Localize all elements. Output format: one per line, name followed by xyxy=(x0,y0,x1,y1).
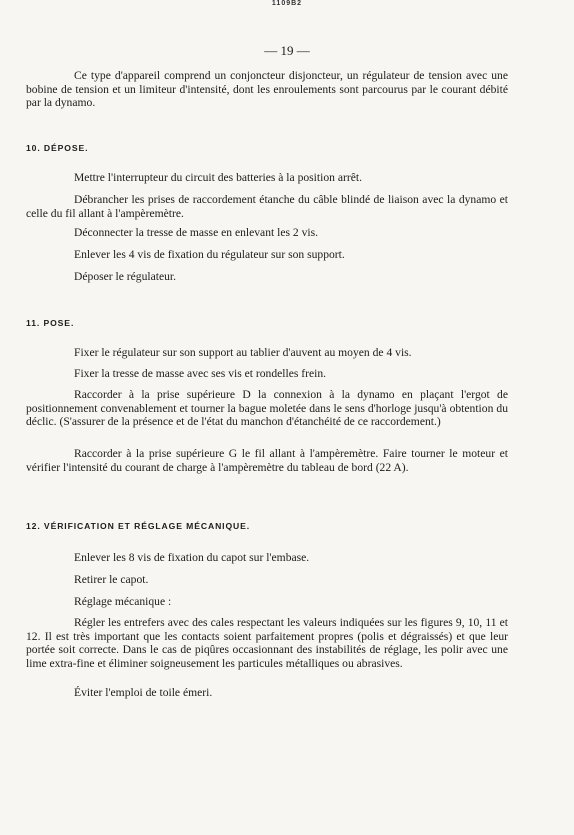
verification-step-5: Éviter l'emploi de toile émeri. xyxy=(74,686,213,699)
document-reference: 1109B2 xyxy=(271,0,303,7)
intro-paragraph: Ce type d'appareil comprend un conjoncteur disjoncteur, un régulateur de tension avec une bobine de tension et un limiteur d'intensité, dont les enroulements sont parcourus par le courant débité par la dynamo. xyxy=(26,69,508,109)
verification-step-4: Régler les entrefers avec des cales respectant les valeurs indiquées sur les figures 9, 10, 11 et 12. Il est très important que les contacts soient parfaitement propres (polis et dégraissés) et que leur portée soit correcte. Dans le cas de piqûres occasionnant des instabilités de réglage, les polir avec une lime extra-fine et éliminer soigneusement les particules métalliques ou abrasives. xyxy=(26,616,508,670)
depose-step-4: Enlever les 4 vis de fixation du régulateur sur son support. xyxy=(74,248,345,261)
pose-step-1: Fixer le régulateur sur son support au tablier d'auvent au moyen de 4 vis. xyxy=(74,346,412,359)
page-number: — 19 — xyxy=(264,43,310,58)
verification-step-2: Retirer le capot. xyxy=(74,573,149,586)
section-heading-verification: 12. VÉRIFICATION ET RÉGLAGE MÉCANIQUE. xyxy=(26,521,251,531)
depose-step-3: Déconnecter la tresse de masse en enlevant les 2 vis. xyxy=(74,226,319,239)
depose-step-5: Déposer le régulateur. xyxy=(74,270,177,283)
depose-step-1: Mettre l'interrupteur du circuit des batteries à la position arrêt. xyxy=(74,171,362,184)
verification-step-1: Enlever les 8 vis de fixation du capot sur l'embase. xyxy=(74,551,310,564)
pose-step-4: Raccorder à la prise supérieure G le fil allant à l'ampèremètre. Faire tourner le moteur et vérifier l'intensité du courant de charge à l'ampèremètre du tableau de bord (22 A). xyxy=(26,447,508,474)
section-heading-pose: 11. POSE. xyxy=(26,318,75,328)
pose-step-3: Raccorder à la prise supérieure D la connexion à la dynamo en plaçant l'ergot de positionnement convenablement et tourner la bague moletée dans le sens d'horloge jusqu'à obtention du déclic. (S'assurer de la présence et de l'état du manchon d'étanchéité de ce raccordement.) xyxy=(26,388,508,428)
pose-step-2: Fixer la tresse de masse avec ses vis et rondelles frein. xyxy=(74,367,327,380)
section-heading-depose: 10. DÉPOSE. xyxy=(26,143,89,153)
depose-step-2: Débrancher les prises de raccordement étanche du câble blindé de liaison avec la dynamo et celle du fil allant à l'ampèremètre. xyxy=(26,193,508,220)
verification-step-3: Réglage mécanique : xyxy=(74,595,172,608)
